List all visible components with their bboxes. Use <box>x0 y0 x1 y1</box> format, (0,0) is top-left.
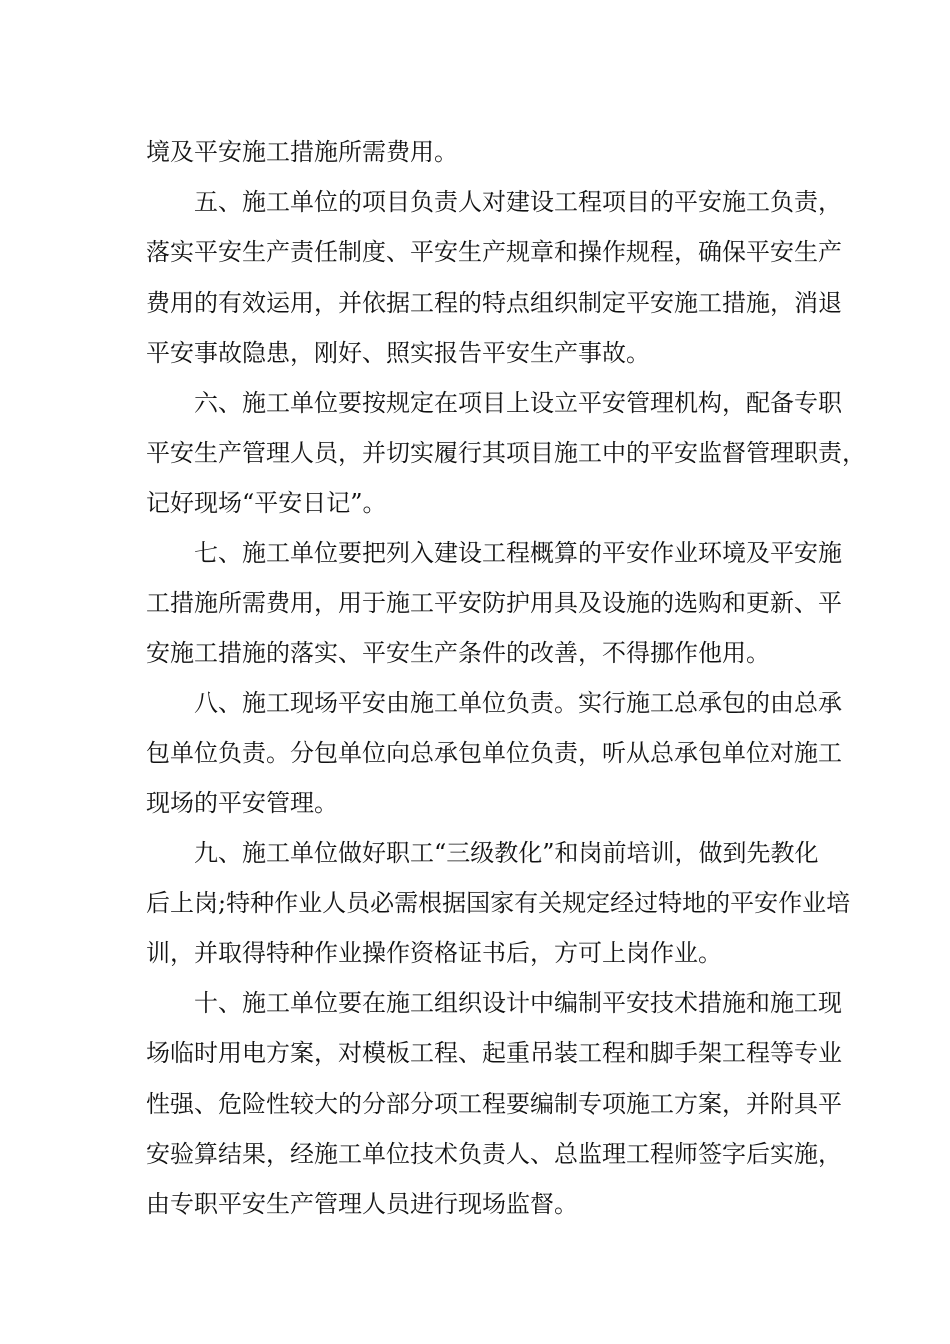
paragraph-7-line-2: 工措施所需费用，用于施工平安防护用具及设施的选购和更新、平 <box>146 589 842 617</box>
paragraph-5-line-2: 落实平安生产责任制度、平安生产规章和操作规程，确保平安生产 <box>146 238 842 266</box>
paragraph-10-line-2: 场临时用电方案，对模板工程、起重吊装工程和脚手架工程等专业 <box>146 1039 842 1067</box>
paragraph-8-line-1: 八、施工现场平安由施工单位负责。实行施工总承包的由总承 <box>194 689 842 717</box>
paragraph-10-line-3: 性强、危险性较大的分部分项工程要编制专项施工方案，并附具平 <box>146 1090 842 1118</box>
paragraph-8-line-2: 包单位负责。分包单位向总承包单位负责，听从总承包单位对施工 <box>146 739 842 767</box>
paragraph-9-line-2: 后上岗;特种作业人员必需根据国家有关规定经过特地的平安作业培 <box>146 889 851 917</box>
paragraph-10-line-5: 由专职平安生产管理人员进行现场监督。 <box>146 1190 578 1218</box>
paragraph-5-line-4: 平安事故隐患，刚好、照实报告平安生产事故。 <box>146 339 650 367</box>
paragraph-5-line-1: 五、施工单位的项目负责人对建设工程项目的平安施工负责， <box>194 188 842 216</box>
paragraph-5-line-3: 费用的有效运用，并依据工程的特点组织制定平安施工措施，消退 <box>146 289 842 317</box>
text-line-1: 境及平安施工措施所需费用。 <box>146 138 458 166</box>
paragraph-9-line-1: 九、施工单位做好职工“三级教化”和岗前培训，做到先教化 <box>194 839 819 867</box>
paragraph-9-line-3: 训，并取得特种作业操作资格证书后，方可上岗作业。 <box>146 939 722 967</box>
paragraph-6-line-2: 平安生产管理人员，并切实履行其项目施工中的平安监督管理职责， <box>146 439 866 467</box>
paragraph-6-line-3: 记好现场“平安日记”。 <box>146 489 387 517</box>
paragraph-7-line-3: 安施工措施的落实、平安生产条件的改善，不得挪作他用。 <box>146 639 770 667</box>
paragraph-7-line-1: 七、施工单位要把列入建设工程概算的平安作业环境及平安施 <box>194 539 842 567</box>
paragraph-10-line-4: 安验算结果，经施工单位技术负责人、总监理工程师签字后实施， <box>146 1140 842 1168</box>
paragraph-8-line-3: 现场的平安管理。 <box>146 789 338 817</box>
paragraph-6-line-1: 六、施工单位要按规定在项目上设立平安管理机构，配备专职 <box>194 389 842 417</box>
paragraph-10-line-1: 十、施工单位要在施工组织设计中编制平安技术措施和施工现 <box>194 989 842 1017</box>
